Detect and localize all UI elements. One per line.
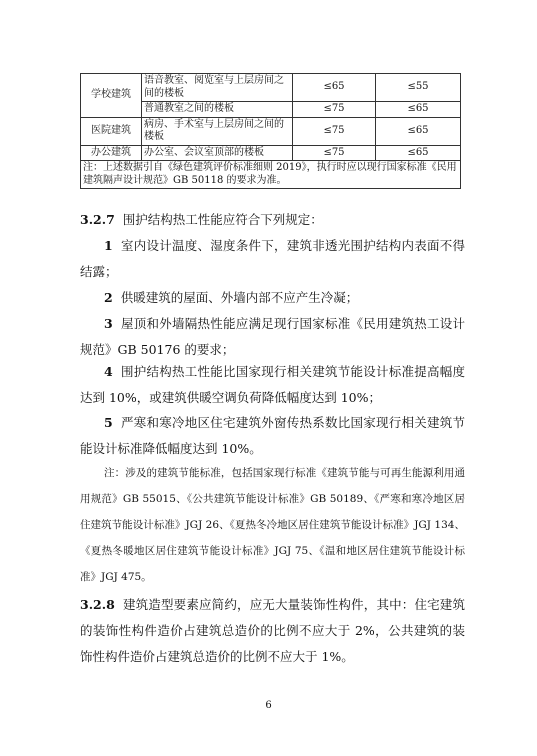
limit-value-cell: ≤65 [293, 74, 376, 102]
building-type-cell: 医院建筑 [81, 117, 142, 145]
page-number: 6 [265, 700, 272, 711]
item-text: 围护结构热工性能比国家现行相关建筑节能设计标准提高幅度达到 10%，或建筑供暖空调负荷降低幅度达到 10%； [80, 364, 465, 405]
clause-title: 围护结构热工性能应符合下列规定： [122, 212, 323, 227]
limit-value-cell: ≤65 [376, 145, 461, 161]
item-number: 1 [104, 238, 113, 253]
clause-item [80, 359, 465, 411]
floor-part-cell: 病房、手术室与上层房间之间的楼板 [142, 117, 293, 145]
clause-item [80, 410, 465, 462]
floor-part-cell: 普通教室之间的楼板 [142, 102, 293, 118]
sound-insulation-table [80, 73, 461, 189]
clause-3-2-8 [80, 592, 465, 670]
clause-item [80, 311, 465, 363]
limit-value-cell: ≤75 [293, 102, 376, 118]
item-number: 2 [104, 290, 113, 305]
clause-number: 3.2.8 [80, 597, 115, 612]
item-number: 5 [104, 415, 113, 430]
limit-value-cell: ≤75 [293, 117, 376, 145]
building-type-cell: 办公建筑 [81, 145, 142, 161]
item-text: 供暖建筑的屋面、外墙内部不应产生冷凝； [120, 290, 359, 305]
clause-item [80, 233, 465, 285]
item-text: 严寒和寒冷地区住宅建筑外窗传热系数比国家现行相关建筑节能设计标准降低幅度达到 10%。 [80, 415, 465, 456]
limit-value-cell: ≤65 [376, 102, 461, 118]
limit-value-cell: ≤75 [293, 145, 376, 161]
table-row [81, 117, 461, 145]
clause-text: 建筑造型要素应简约，应无大量装饰性构件，其中：住宅建筑的装饰性构件造价占建筑总造价的比例不应大于 2%，公共建筑的装饰性构件造价占建筑总造价的比例不应大于 1%。 [80, 597, 465, 664]
clause-item [80, 285, 465, 311]
clause-number: 3.2.7 [80, 212, 115, 227]
floor-part-cell: 语音教室、阅览室与上层房间之间的楼板 [142, 74, 293, 102]
floor-part-cell: 办公室、会议室顶部的楼板 [142, 145, 293, 161]
item-text: 屋顶和外墙隔热性能应满足现行国家标准《民用建筑热工设计规范》GB 50176 的要求； [80, 316, 465, 357]
table-row [81, 74, 461, 102]
item-number: 4 [104, 364, 113, 379]
limit-value-cell: ≤55 [376, 74, 461, 102]
table-row [81, 145, 461, 161]
energy-standards-note: 注：涉及的建筑节能标准，包括国家现行标准《建筑节能与可再生能源利用通用规范》GB 55015、《公共建筑节能设计标准》GB 50189、《严寒和寒冷地区居住建筑节能设计标准》JGJ 26、《夏热冬冷地区居住建筑节能设计标准》JGJ 134、《夏热冬暖地区居住建筑节能设计标准》JGJ 75、《温和地区居住建筑节能设计标准》JGJ 475。 [80, 467, 465, 583]
limit-value-cell: ≤65 [376, 117, 461, 145]
table-note: 注：上述数据引自《绿色建筑评价标准细则 2019》，执行时应以现行国家标准《民用建筑隔声设计规范》GB 50118 的要求为准。 [81, 161, 461, 189]
table-note-row [81, 161, 461, 189]
item-number: 3 [104, 316, 113, 331]
item-text: 室内设计温度、湿度条件下，建筑非透光围护结构内表面不得结露； [80, 238, 465, 279]
building-type-cell: 学校建筑 [81, 74, 142, 118]
clause-3-2-7-heading [80, 207, 465, 233]
